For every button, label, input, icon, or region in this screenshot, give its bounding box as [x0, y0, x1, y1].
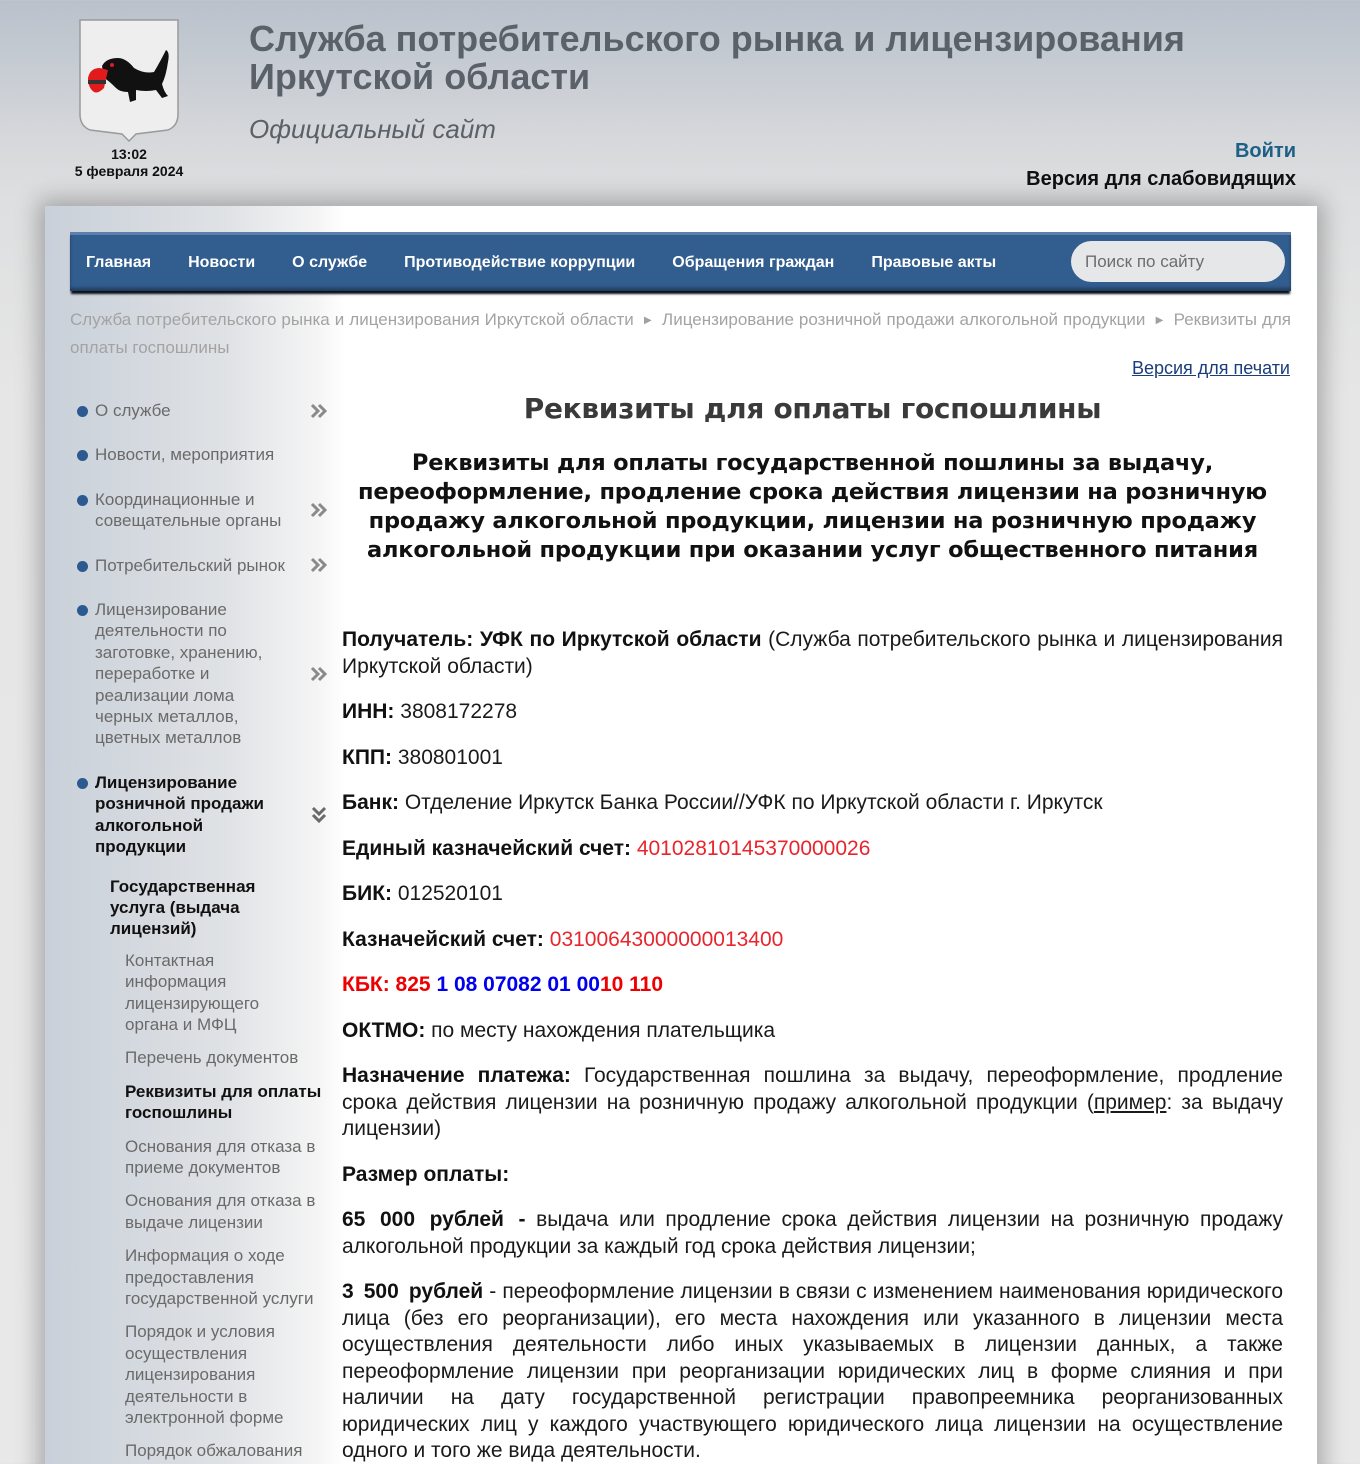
- document-title: Реквизиты для оплаты государственной пошлины за выдачу, переоформление, продление срока действия лицензии на розничную продажу алкогольной продукции, лицензии на розничную продажу алкогольной продукции при оказании услуг общественного питания: [358, 450, 1267, 563]
- breadcrumb-item[interactable]: Служба потребительского рынка и лицензирования Иркутской области: [70, 310, 634, 329]
- kbk-code-red: 10 110: [599, 973, 664, 996]
- bullet-icon: [77, 450, 88, 461]
- purpose-value: Государственная пошлина за выдачу, переоформление, продление срока действия лицензии на розничную продажу алкогольной продукции: [342, 1064, 1283, 1114]
- inn-value: 3808172278: [400, 700, 518, 723]
- clock-date: 5 февраля 2024: [74, 163, 184, 179]
- oktmo-row: [342, 1018, 1283, 1045]
- double-chevron-right-icon[interactable]: [308, 499, 330, 521]
- sidebar-subitem-documents-list[interactable]: Перечень документов: [125, 1048, 299, 1068]
- purpose-label: Назначение платежа:: [342, 1064, 571, 1087]
- bank-value: Отделение Иркутск Банка России//УФК по Иркутской области г. Иркутск: [404, 791, 1103, 814]
- fee-description: - переоформление лицензии в связи с изменением наименования юридического лица (без его реорганизации), его места нахождения или указанного в лицензии места осуществления деятельности либо иных указываемых в лицензии данных, а также переоформление лицензии при реорганизации юридических лиц в форме слияния и при наличии на дату государственной регистрации правопреемника реорганизованных юридических лиц у каждого участвующего юридического лица лицензии на осуществление одного и того же вида деятельности.: [342, 1280, 1283, 1462]
- content-panel: [45, 206, 1317, 1464]
- payment-size-heading: [342, 1162, 1283, 1189]
- bullet-icon: [77, 778, 88, 789]
- payment-size-label: Размер оплаты:: [342, 1162, 510, 1186]
- sidebar-subitem-contacts[interactable]: Контактная информация лицензирующего органа и МФЦ: [125, 950, 260, 1034]
- bik-label: БИК:: [342, 882, 392, 905]
- emblem-icon: [78, 18, 180, 142]
- low-vision-version-link[interactable]: Версия для слабовидящих: [1026, 168, 1296, 190]
- sidebar-menu: [70, 400, 330, 1464]
- bik-row: [342, 881, 1283, 908]
- sidebar-item-label: Лицензирование розничной продажи алкогольной продукции: [95, 772, 264, 857]
- nav-item-about[interactable]: О службе: [292, 254, 368, 271]
- sidebar-item-label: Потребительский рынок: [95, 555, 285, 575]
- treasury-account-row: [342, 927, 1283, 954]
- bullet-icon: [77, 495, 88, 506]
- double-chevron-right-icon[interactable]: [308, 554, 330, 576]
- treasury-account-label: Казначейский счет:: [342, 927, 544, 951]
- kbk-label: КБК: 825: [342, 973, 431, 996]
- treasury-account-value: 03100643000000013400: [549, 927, 784, 951]
- coat-of-arms-logo[interactable]: [78, 18, 180, 142]
- purpose-example-link[interactable]: пример: [1093, 1090, 1167, 1114]
- inn-row: [342, 699, 1283, 726]
- sidebar-item-alcohol-licensing[interactable]: [70, 772, 330, 858]
- purpose-row: Назначение платежа: Государственная пошлина за выдачу, переоформление, продление срока действия лицензии на розничную продажу алкогольной продукции (пример: за выдачу лицензии): [342, 1064, 1283, 1140]
- sidebar-item-news[interactable]: [70, 444, 330, 465]
- double-chevron-down-icon[interactable]: [308, 804, 330, 826]
- fee-row-reissue: [342, 1279, 1283, 1464]
- main-content: [342, 392, 1283, 1464]
- breadcrumb: [70, 306, 1291, 361]
- nav-item-home[interactable]: Главная: [86, 254, 152, 271]
- sidebar-item-label: Лицензирование деятельности по заготовке, хранению, переработке и реализации лома черных металлов, цветных металлов: [95, 600, 263, 748]
- fee-description: выдача или продление срока действия лицензии на розничную продажу алкогольной продукции за каждый год срока действия лицензии;: [342, 1208, 1283, 1258]
- recipient-row: [342, 627, 1283, 680]
- print-version-link[interactable]: Версия для печати: [1131, 358, 1290, 378]
- ekc-label: Единый казначейский счет:: [342, 836, 631, 860]
- fee-amount: 3 500 рублей: [342, 1280, 484, 1303]
- kbk-code-blue: 1 08 07082 01 00: [436, 973, 600, 996]
- nav-item-legal-acts[interactable]: Правовые акты: [871, 254, 997, 271]
- bik-value: 012520101: [397, 882, 503, 905]
- sidebar-subitem-service-progress[interactable]: Информация о ходе предоставления государственной услуги: [125, 1246, 314, 1308]
- breadcrumb-item[interactable]: Лицензирование розничной продажи алкогольной продукции: [662, 310, 1146, 329]
- sidebar-item-label: Координационные и совещательные органы: [95, 489, 282, 531]
- nav-item-anticorruption[interactable]: Противодействие коррупции: [404, 254, 636, 271]
- payment-details: [342, 627, 1283, 1464]
- double-chevron-right-icon[interactable]: [308, 400, 330, 422]
- site-header: [0, 0, 1360, 205]
- sidebar-item-label: Новости, мероприятия: [95, 445, 275, 465]
- sidebar-item-consumer-market[interactable]: [70, 555, 330, 576]
- sidebar-item-label: О службе: [95, 401, 171, 420]
- page-title: Реквизиты для оплаты госпошлины: [523, 392, 1102, 425]
- main-nav: [70, 232, 1291, 291]
- kbk-row: [342, 972, 1283, 999]
- fee-amount: 65 000 рублей -: [342, 1208, 526, 1231]
- clock: [60, 146, 198, 180]
- sidebar-subitem-fee-details[interactable]: Реквизиты для оплаты госпошлины: [125, 1081, 322, 1123]
- oktmo-label: ОКТМО:: [342, 1018, 426, 1042]
- ekc-value: 40102810145370000026: [636, 836, 871, 860]
- sidebar-subitem-refusal-documents[interactable]: Основания для отказа в приеме документов: [125, 1136, 316, 1177]
- bank-label: Банк:: [342, 791, 399, 814]
- sidebar-item-coordination-bodies[interactable]: [70, 489, 330, 532]
- sidebar-subitem-electronic-licensing[interactable]: Порядок и условия осуществления лицензирования деятельности в электронной форме: [125, 1322, 284, 1428]
- nav-item-appeals[interactable]: Обращения граждан: [672, 254, 835, 271]
- ekc-row: [342, 836, 1283, 863]
- oktmo-value: по месту нахождения плательщика: [431, 1018, 776, 1042]
- sidebar-subsection-state-service[interactable]: Государственная услуга (выдача лицензий): [110, 876, 256, 939]
- fee-row-issuance: [342, 1207, 1283, 1260]
- site-search-input[interactable]: [1071, 241, 1285, 282]
- site-subtitle: Официальный сайт: [249, 114, 496, 144]
- kpp-row: [342, 745, 1283, 772]
- login-link[interactable]: Войти: [1234, 140, 1296, 162]
- nav-item-news[interactable]: Новости: [188, 254, 256, 271]
- bank-row: [342, 790, 1283, 817]
- inn-label: ИНН:: [342, 700, 395, 723]
- sidebar-subitem-appeal-procedure[interactable]: Порядок обжалования: [125, 1441, 303, 1461]
- kpp-value: 380801001: [397, 745, 503, 769]
- breadcrumb-separator-icon: ▶: [643, 315, 653, 326]
- double-chevron-right-icon[interactable]: [308, 663, 330, 685]
- recipient-value: (Служба потребительского рынка и лицензирования Иркутской области): [342, 628, 1283, 678]
- recipient-label: Получатель: УФК по Иркутской области: [342, 628, 762, 651]
- clock-time: 13:02: [111, 146, 147, 162]
- kpp-label: КПП:: [342, 745, 392, 769]
- sidebar-item-about[interactable]: [70, 400, 330, 421]
- breadcrumb-current: Реквизиты для оплаты госпошлины: [70, 310, 1292, 357]
- bullet-icon: [77, 561, 88, 572]
- sidebar-item-scrap-metal-licensing[interactable]: [70, 599, 330, 749]
- sidebar-subitem-refusal-license[interactable]: Основания для отказа в выдаче лицензии: [125, 1191, 316, 1232]
- bullet-icon: [77, 406, 88, 417]
- site-title: Служба потребительского рынка и лицензирования Иркутской области: [249, 18, 1185, 97]
- breadcrumb-separator-icon: ▶: [1155, 315, 1164, 326]
- bullet-icon: [77, 605, 88, 616]
- purpose-example-text: : за выдачу лицензии): [342, 1090, 1283, 1140]
